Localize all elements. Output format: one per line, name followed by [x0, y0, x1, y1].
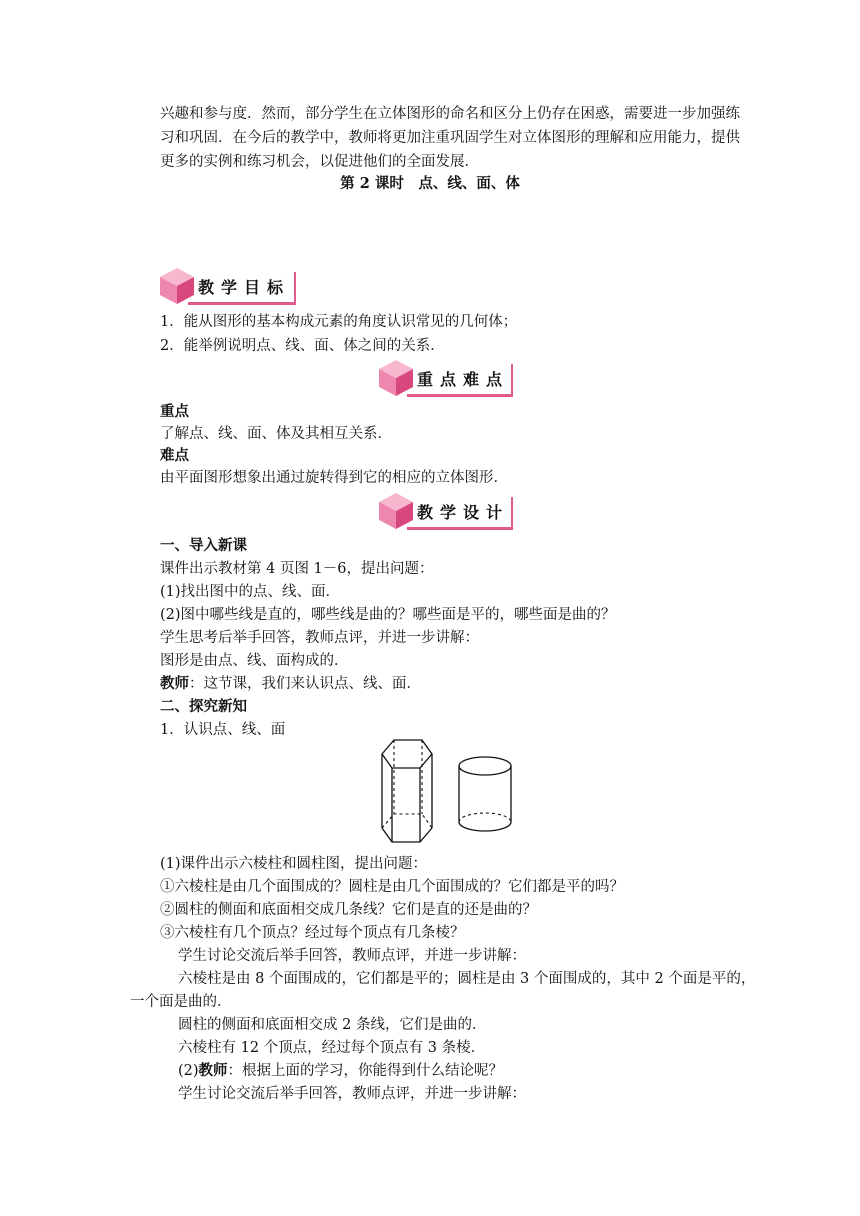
prism-top-face [382, 740, 432, 768]
answer-line-3: 圆柱的侧面和底面相交成 2 条线，它们是曲的． [178, 1017, 487, 1033]
part2-title: 二、探究新知 [160, 698, 247, 715]
final-line: 学生讨论交流后举手回答，教师点评，并进一步讲解： [178, 1086, 526, 1102]
lesson-title: 第 2 课时 点、线、面、体 [340, 175, 520, 192]
question-line-2: ①六棱柱是由几个面围成的？圆柱是由几个面围成的？它们都是平的吗？ [160, 879, 624, 895]
part1-line-1: 课件出示教材第 4 页图 1－6，提出问题： [160, 561, 434, 577]
cube-icon [377, 491, 415, 531]
answer-line-1: 学生讨论交流后举手回答，教师点评，并进一步讲解： [178, 948, 526, 964]
part1-title: 一、导入新课 [160, 537, 247, 554]
banner-label: 教学设计 [417, 503, 510, 522]
teacher-text: ：这节课，我们来认识点、线、面． [189, 676, 421, 692]
key-text: 了解点、线、面、体及其相互关系． [160, 426, 392, 442]
part1-line-4: 学生思考后举手回答，教师点评，并进一步讲解： [160, 630, 479, 646]
part2-sub1: 1．认识点、线、面 [160, 722, 286, 738]
objective-item-1: 1．能从图形的基本构成元素的角度认识常见的几何体； [160, 314, 518, 330]
answer-line-4: 六棱柱有 12 个顶点，经过每个顶点有 3 条棱． [178, 1040, 486, 1056]
section-banner-design [377, 491, 517, 531]
teacher-label: 教师 [160, 675, 189, 692]
teacher-text: ：根据上面的学习，你能得到什么结论呢？ [227, 1063, 504, 1079]
question-line-3: ②圆柱的侧面和底面相交成几条线？它们是直的还是曲的？ [160, 902, 537, 918]
difficult-label: 难点 [160, 447, 189, 464]
objective-item-2: 2．能举例说明点、线、面、体之间的关系． [160, 338, 445, 354]
part1-line-2: (1)找出图中的点、线、面． [160, 584, 341, 600]
section-banner-objectives [158, 266, 298, 306]
question-number: (2) [178, 1063, 199, 1079]
section-banner-key-points [377, 358, 517, 398]
intro-line-3: 更多的实例和练习机会，以促进他们的全面发展． [160, 154, 479, 170]
question-line-1: (1)课件出示六棱柱和圆柱图，提出问题： [160, 856, 428, 872]
cube-icon [377, 358, 415, 398]
answer-line-2: 六棱柱是由 8 个面围成的，它们都是平的；圆柱是由 3 个面围成的，其中 2 个面是平的， [178, 971, 756, 987]
teacher-line-1 [160, 672, 421, 696]
question-line-4: ③六棱柱有几个顶点？经过每个顶点有几条棱？ [160, 925, 465, 941]
answer-wrap-line: 一个面是曲的． [130, 994, 232, 1010]
teacher-line-2 [178, 1059, 503, 1083]
difficult-text: 由平面图形想象出通过旋转得到它的相应的立体图形． [160, 470, 508, 486]
intro-line-1: 兴趣和参与度．然而，部分学生在立体图形的命名和区分上仍存在困惑，需要进一步加强练 [160, 106, 740, 122]
prism-cylinder-figure [372, 736, 522, 846]
teacher-label: 教师 [198, 1062, 228, 1079]
intro-line-2: 习和巩固．在今后的教学中，教师将更加注重巩固学生对立体图形的理解和应用能力，提供 [160, 130, 740, 146]
part1-line-5: 图形是由点、线、面构成的． [160, 653, 349, 669]
banner-label: 教学目标 [198, 278, 291, 297]
banner-label: 重点难点 [417, 370, 510, 389]
cube-icon [158, 266, 196, 306]
key-label: 重点 [160, 403, 189, 420]
part1-line-3: (2)图中哪些线是直的，哪些线是曲的？哪些面是平的，哪些面是曲的？ [160, 607, 616, 623]
